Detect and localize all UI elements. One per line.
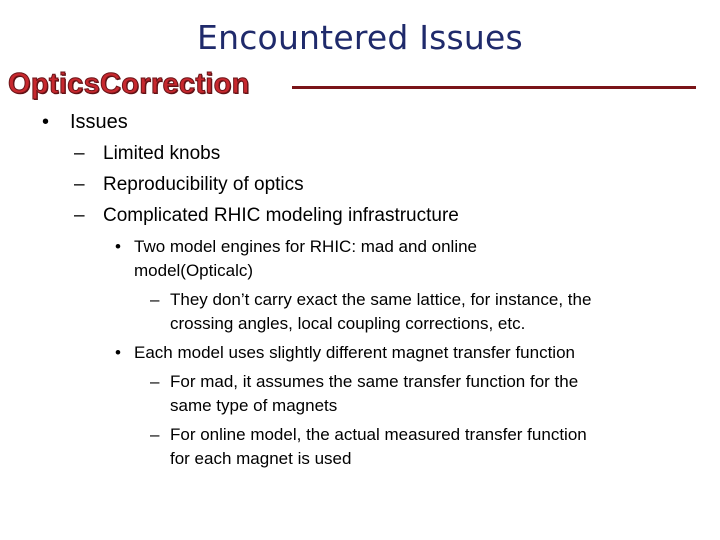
bullet-mad: For mad, it assumes the same transfer function for the <box>170 372 579 391</box>
bullet-issues: Issues <box>70 111 128 133</box>
bullet-online-model-cont: for each magnet is used <box>170 449 352 468</box>
bullet-marker: • <box>42 111 50 133</box>
bullet-online-model: For online model, the actual measured transfer function <box>170 425 587 444</box>
dash-marker: – <box>74 174 85 195</box>
dash-marker: – <box>150 290 160 309</box>
section-banner <box>8 68 708 108</box>
bullet-marker: • <box>115 237 121 256</box>
bullet-reproducibility: Reproducibility of optics <box>103 174 304 195</box>
bullet-rhic-modeling: Complicated RHIC modeling infrastructure <box>103 205 459 226</box>
dash-marker: – <box>74 143 85 164</box>
dash-marker: – <box>74 205 85 226</box>
bullet-two-engines-cont: model(Opticalc) <box>134 261 254 280</box>
banner-rule <box>292 86 696 89</box>
bullet-two-engines: Two model engines for RHIC: mad and online <box>134 237 478 256</box>
dash-marker: – <box>150 372 160 391</box>
bullet-mad-cont: same type of magnets <box>170 396 338 415</box>
bullet-lattice-cont: crossing angles, local coupling corrections, etc. <box>170 314 526 333</box>
dash-marker: – <box>150 425 160 444</box>
banner-text: OpticsCorrection <box>8 68 250 100</box>
bullet-limited-knobs: Limited knobs <box>103 143 221 164</box>
bullet-marker: • <box>115 343 121 362</box>
slide-title: Encountered Issues <box>197 18 523 57</box>
bullet-transfer-function: Each model uses slightly different magnet transfer function <box>134 343 575 362</box>
bullet-lattice: They don’t carry exact the same lattice, for instance, the <box>170 290 592 309</box>
